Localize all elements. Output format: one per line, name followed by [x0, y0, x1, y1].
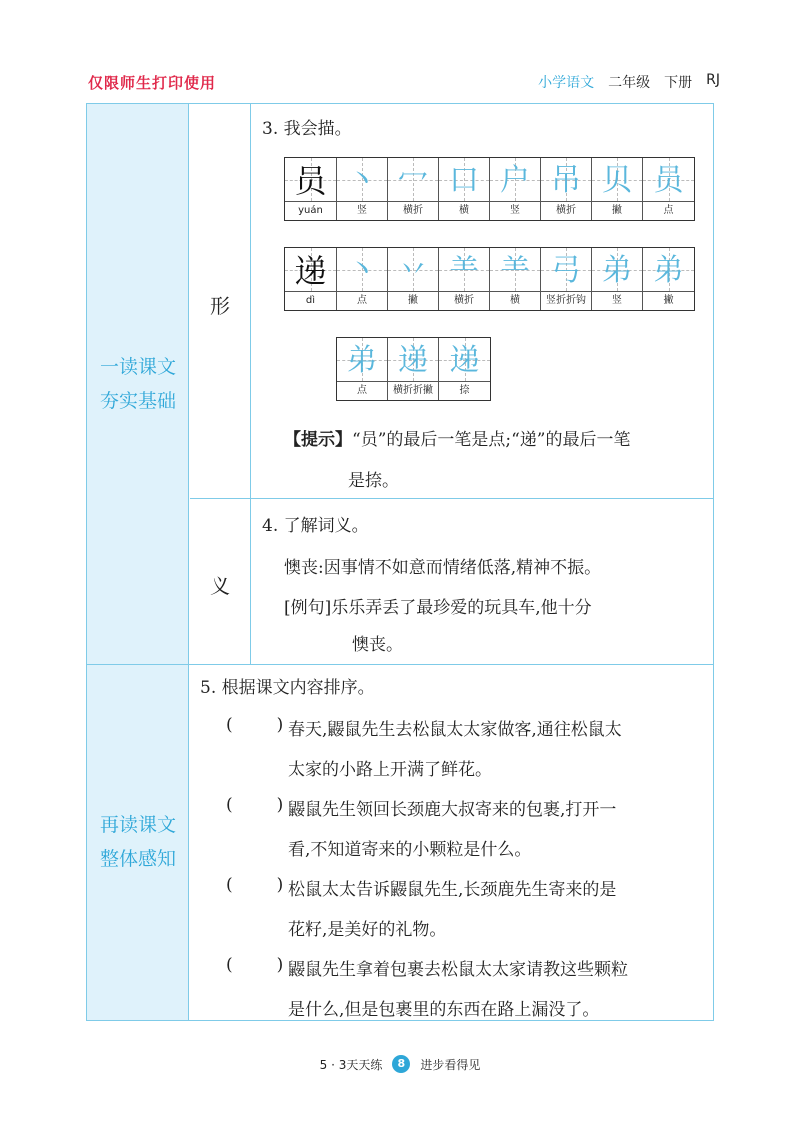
stroke-cell[interactable]: 丶 竖: [337, 158, 388, 220]
stroke-cell[interactable]: 弟 竖: [592, 248, 643, 310]
main-char: 员: [294, 162, 327, 200]
q4-example-line1: [例句]乐乐弄丢了最珍爱的玩具车,他十分: [284, 598, 592, 618]
grade: 二年级: [608, 75, 651, 91]
stroke-grid-di-continued: [336, 337, 491, 401]
subject: 小学语文: [538, 75, 595, 91]
sub-column-divider: [250, 104, 251, 664]
tip-line1: 【提示】“员”的最后一笔是点;“递”的最后一笔: [284, 430, 631, 450]
stroke-cell[interactable]: 弟 撇: [643, 248, 694, 310]
pinyin: dì: [305, 295, 316, 306]
q5-item-line1: 鼹鼠先生拿着包裹去松鼠太太家请教这些颗粒: [288, 960, 628, 980]
print-notice: 仅限师生打印使用: [88, 74, 217, 92]
section-divider: [87, 664, 713, 665]
book-info: [538, 72, 720, 92]
stroke-cell[interactable]: 丶 点: [337, 248, 388, 310]
stroke-cell[interactable]: 户 竖: [490, 158, 541, 220]
stroke-cell[interactable]: 弟 点: [337, 338, 388, 400]
q4-example-line2: 懊丧。: [352, 635, 403, 655]
meaning-label: 义: [210, 574, 230, 598]
stroke-cell[interactable]: 贝 撇: [592, 158, 643, 220]
section2-label: 再读课文 整体感知: [99, 814, 176, 870]
stroke-cell[interactable]: 口 横: [439, 158, 490, 220]
stroke-grid-di: [284, 247, 695, 311]
stroke-cell[interactable]: 吊 横折: [541, 158, 592, 220]
footer-brand: 5 · 3天天练: [319, 1057, 383, 1072]
stroke-cell[interactable]: 弓 竖折折钩: [541, 248, 592, 310]
stroke-cell[interactable]: ⺷ 横折: [439, 248, 490, 310]
q5-item-line2: 花籽,是美好的礼物。: [288, 920, 447, 940]
q5-item-line1: 鼹鼠先生领回长颈鹿大叔寄来的包裹,打开一: [288, 800, 617, 820]
answer-blank[interactable]: ( ): [226, 955, 284, 975]
form-meaning-divider: [190, 498, 713, 499]
stroke-cell[interactable]: 递 横折折撇: [388, 338, 439, 400]
main-char: 递: [294, 252, 327, 290]
stroke-cell[interactable]: 丷 撇: [388, 248, 439, 310]
stroke-cell[interactable]: 递 捺: [439, 338, 490, 400]
stroke-cell-main: [285, 158, 337, 220]
volume: 下册: [664, 75, 693, 91]
stroke-cell[interactable]: 员 点: [643, 158, 694, 220]
q5-item-line2: 是什么,但是包裹里的东西在路上漏没了。: [288, 1000, 600, 1020]
q3-title: 3. 我会描。: [262, 119, 352, 139]
form-label: 形: [210, 294, 230, 318]
q5-item-line1: 松鼠太太告诉鼹鼠先生,长颈鹿先生寄来的是: [288, 880, 617, 900]
tip-prefix: 【提示】: [284, 430, 352, 450]
q5-item-line2: 太家的小路上开满了鲜花。: [288, 760, 492, 780]
q5-item-line2: 看,不知道寄来的小颗粒是什么。: [288, 840, 532, 860]
answer-blank[interactable]: ( ): [226, 715, 284, 735]
section-column: [87, 104, 189, 1020]
q4-title: 4. 了解词义。: [262, 516, 369, 536]
stroke-cell[interactable]: ⺷ 横: [490, 248, 541, 310]
page-footer: [0, 1055, 800, 1073]
tip-line2: 是捺。: [348, 471, 399, 491]
answer-blank[interactable]: ( ): [226, 795, 284, 815]
q4-definition: 懊丧:因事情不如意而情绪低落,精神不振。: [284, 558, 602, 578]
answer-blank[interactable]: ( ): [226, 875, 284, 895]
q5-title: 5. 根据课文内容排序。: [200, 678, 375, 698]
q5-item-line1: 春天,鼹鼠先生去松鼠太太家做客,通往松鼠太: [288, 720, 622, 740]
stroke-cell[interactable]: 冖 横折: [388, 158, 439, 220]
page-number: 8: [392, 1055, 410, 1073]
stroke-grid-yuan: [284, 157, 695, 221]
edition: RJ: [706, 72, 720, 88]
footer-slogan: 进步看得见: [420, 1057, 481, 1072]
pinyin: yuán: [298, 205, 323, 216]
stroke-cell-main: [285, 248, 337, 310]
section1-label: 一读课文 夯实基础: [99, 356, 176, 412]
